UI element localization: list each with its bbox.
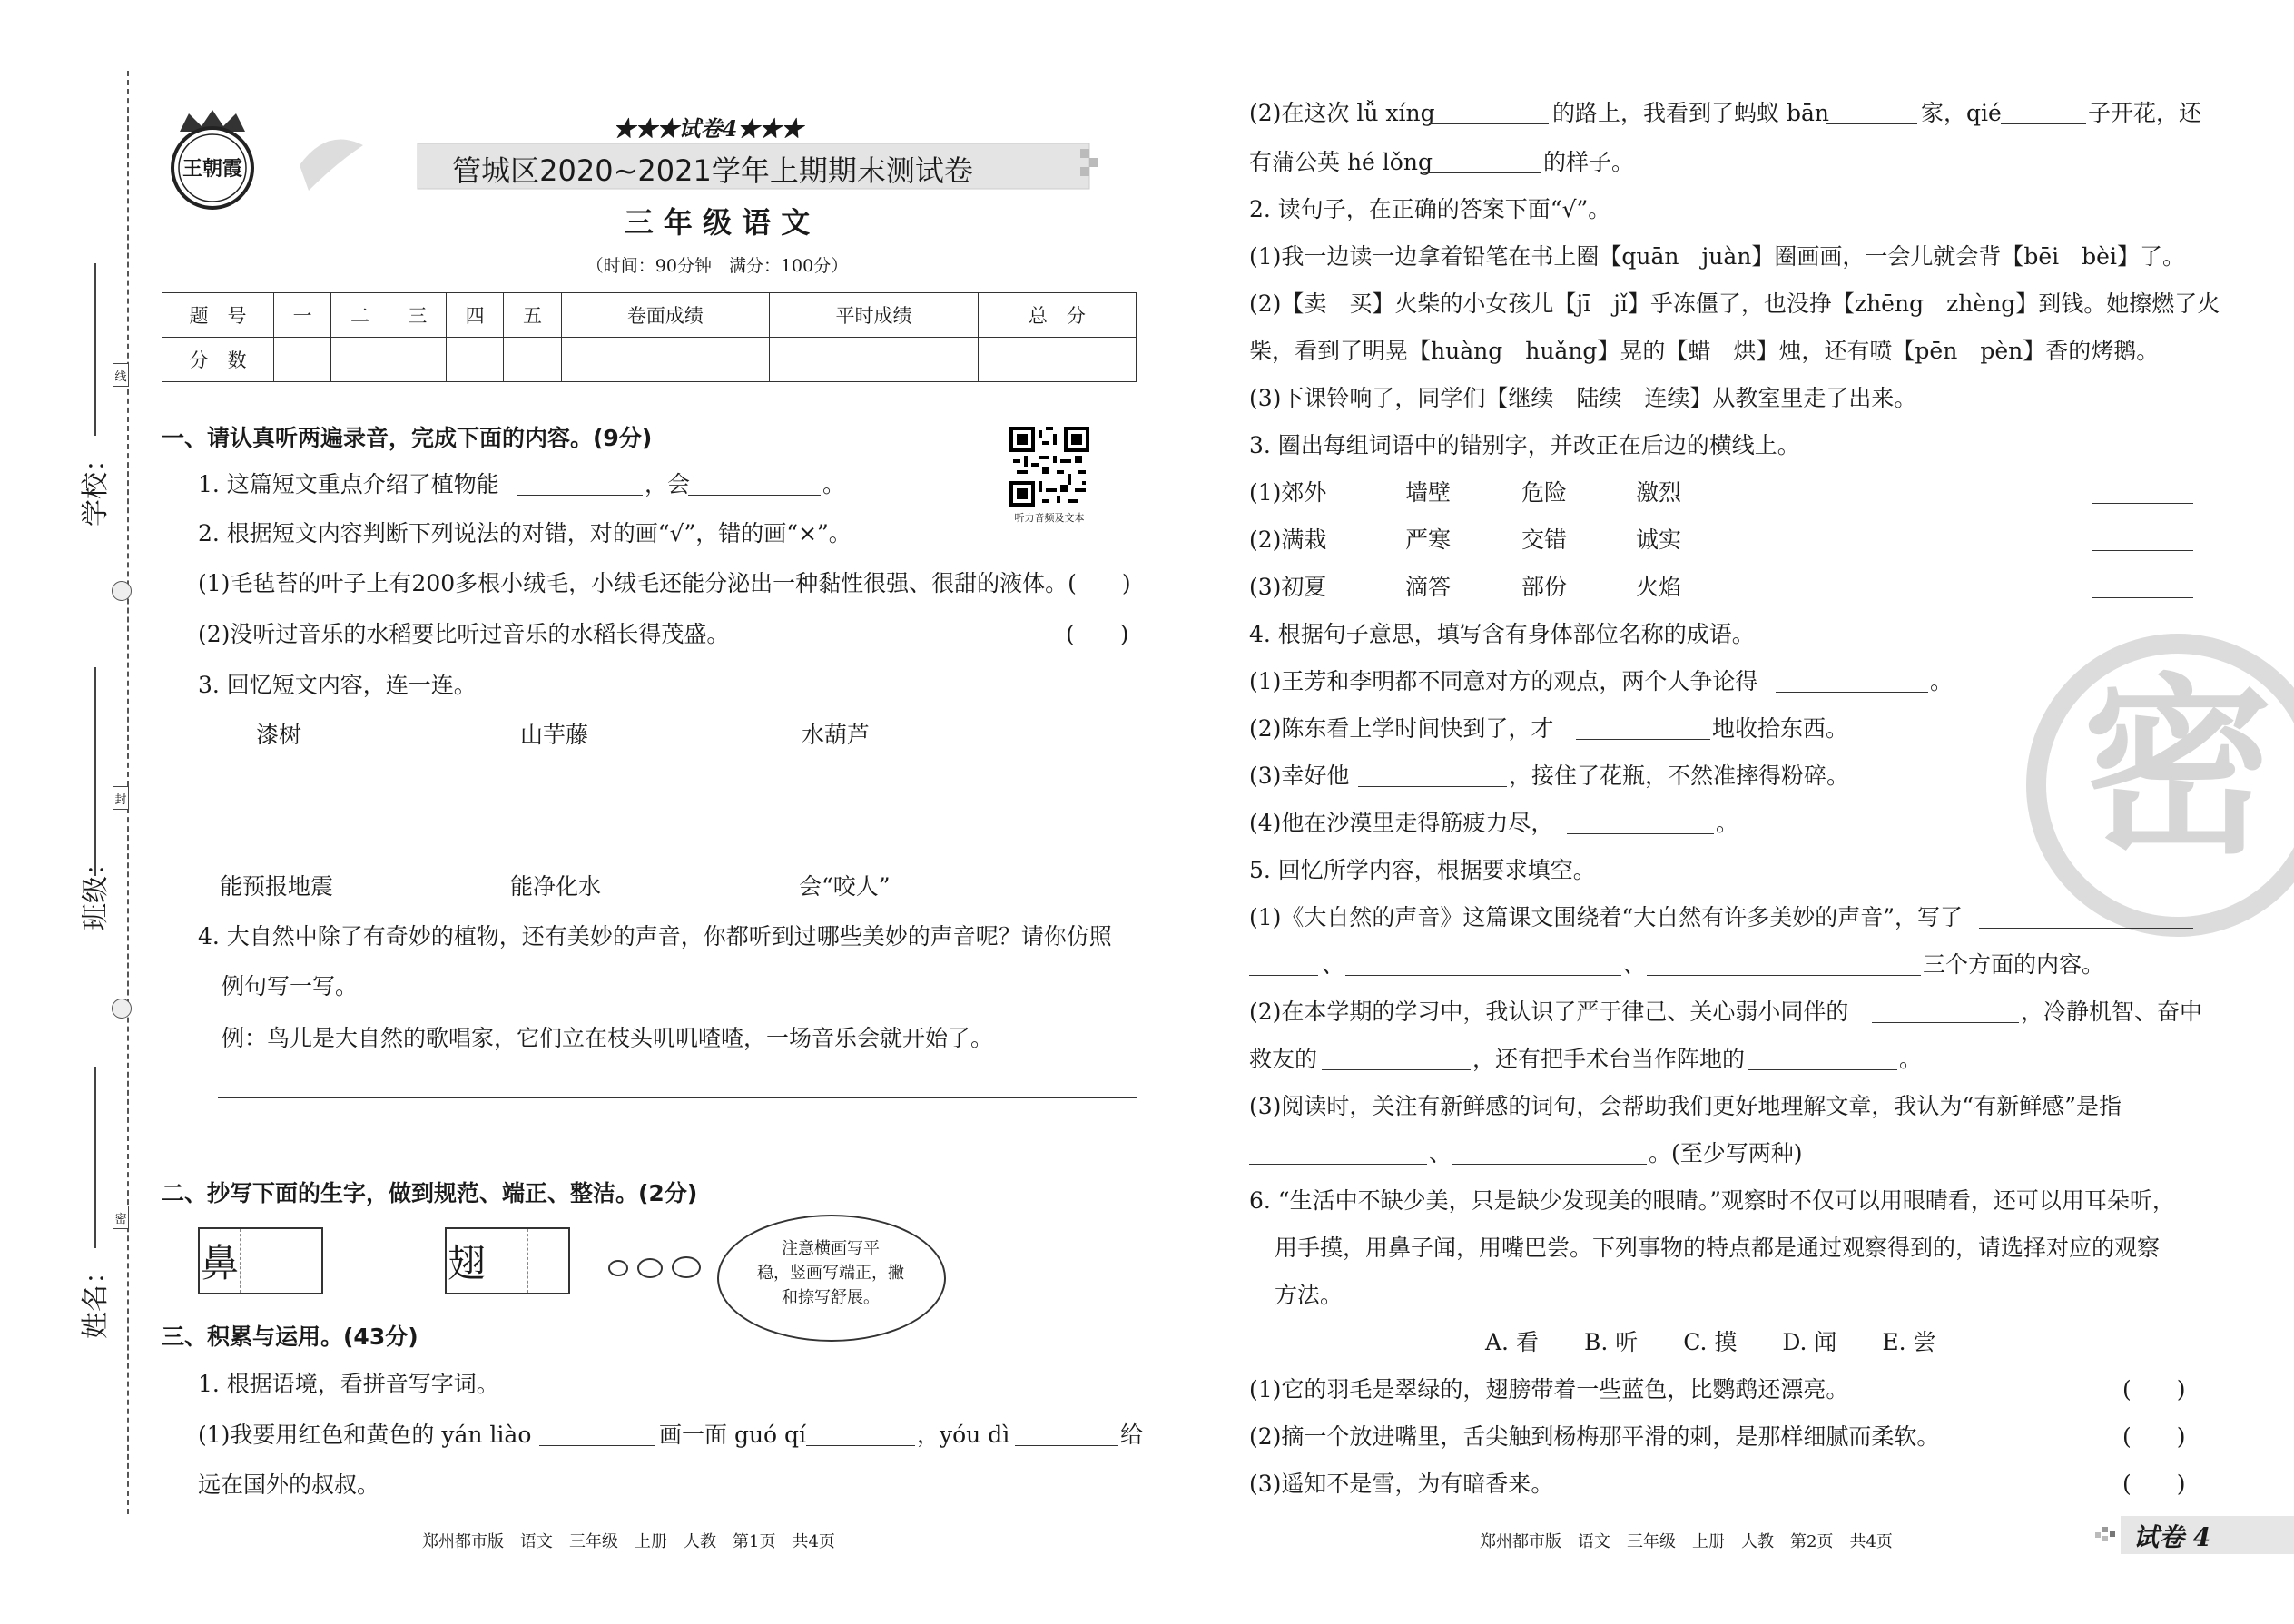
- section2-title: 二、抄写下面的生字，做到规范、端正、整洁。(2分): [162, 1180, 698, 1206]
- match-ability-2[interactable]: 能净化水: [510, 873, 602, 900]
- answer-line[interactable]: [1826, 123, 1917, 124]
- score-cell[interactable]: [446, 338, 503, 382]
- r-q5-1a: (1)《大自然的声音》这篇课文围绕着“大自然有许多美妙的声音”，写了: [1249, 904, 1963, 930]
- period: 。: [1899, 1046, 1923, 1072]
- qr-caption: 听力音频及文本: [1014, 512, 1085, 524]
- answer-line[interactable]: [688, 495, 821, 496]
- s1-q3-text: 3. 回忆短文内容，连一连。: [198, 672, 477, 698]
- answer-line[interactable]: [1345, 975, 1621, 976]
- r-q3-text: 3. 圈出每组词语中的错别字，并改正在后边的横线上。: [1249, 432, 1800, 458]
- score-cell[interactable]: [389, 338, 446, 382]
- score-cell[interactable]: [978, 338, 1136, 382]
- thought-dot-3: [672, 1256, 701, 1278]
- word-item[interactable]: 危险: [1521, 479, 1568, 506]
- r-q4-2b: 地收拾东西。: [1712, 715, 1849, 742]
- answer-line[interactable]: [1647, 975, 1921, 976]
- class-line: [94, 667, 96, 876]
- r-q5-3c: 。(至少写两种): [1649, 1140, 1803, 1166]
- score-cell[interactable]: [561, 338, 770, 382]
- answer-line[interactable]: [2092, 503, 2193, 504]
- answer-line[interactable]: [539, 1445, 655, 1446]
- r-q6-b: 用手摸，用鼻子闻，用嘴巴尝。下列事物的特点都是通过观察得到的，请选择对应的观察: [1275, 1235, 2161, 1261]
- answer-line[interactable]: [1358, 786, 1507, 787]
- school-line: [94, 263, 96, 436]
- score-col-4: 四: [446, 293, 503, 338]
- binding-mark-xian: 线: [113, 363, 129, 387]
- score-col-neatness: 卷面成绩: [561, 293, 770, 338]
- answer-line[interactable]: [1429, 123, 1549, 124]
- answer-line[interactable]: [1776, 692, 1928, 693]
- period: 。: [1930, 668, 1954, 694]
- score-col-5: 五: [504, 293, 561, 338]
- publisher-logo: [162, 104, 263, 213]
- tip-line-2: 稳，竖画写端正，撇: [757, 1264, 904, 1283]
- comma: 、: [1322, 951, 1345, 978]
- practice-cell[interactable]: [528, 1229, 568, 1293]
- r-q6-a: 6. “生活中不缺少美，只是缺少发现美的眼睛。”观察时不仅可以用眼睛看，还可以用耳朵听，: [1249, 1187, 2175, 1214]
- r-q1-2b: 的路上，我看到了蚂蚁 bān: [1552, 100, 1829, 126]
- model-char-2: 翅: [447, 1229, 487, 1293]
- match-ability-1[interactable]: 能预报地震: [220, 873, 334, 900]
- answer-paren[interactable]: ( ): [2122, 1423, 2186, 1450]
- match-plant-2[interactable]: 山芋藤: [520, 722, 589, 748]
- r-q5-3a: (3)阅读时，关注有新鲜感的词句，会帮助我们更好地理解文章，我认为“有新鲜感”是指: [1249, 1093, 2122, 1119]
- r-q4-3b: ，接住了花瓶，不然准摔得粉碎。: [1509, 763, 1850, 789]
- answer-line[interactable]: [1249, 975, 1318, 976]
- tip-line-3: 和捺写舒展。: [782, 1288, 880, 1307]
- secret-watermark-char: 密: [2082, 657, 2273, 880]
- exam-subtitle: 三 年 级 语 文: [624, 205, 811, 240]
- period: 。: [1716, 810, 1739, 836]
- copy-grid-1[interactable]: [198, 1227, 323, 1294]
- r-q5-text: 5. 回忆所学内容，根据要求填空。: [1249, 857, 1596, 883]
- word-item[interactable]: 严寒: [1405, 527, 1452, 553]
- r-q6-3: (3)遥知不是雪，为有暗香来。: [1249, 1471, 1554, 1497]
- answer-line[interactable]: [1423, 172, 1541, 173]
- school-label: 学校：: [80, 445, 112, 527]
- s1-q2-1-text: (1)毛毡苔的叶子上有200多根小绒毛，小绒毛还能分泌出一种黏性很强、很甜的液体。( ): [198, 570, 1131, 596]
- answer-line[interactable]: [1567, 833, 1714, 834]
- match-ability-3[interactable]: 会“咬人”: [799, 873, 891, 900]
- r-q5-2a: (2)在本学期的学习中，我认识了严于律己、关心弱小同伴的: [1249, 999, 1849, 1025]
- s3-q1-1c: ，yóu dì: [917, 1422, 1010, 1448]
- practice-cell[interactable]: [487, 1229, 528, 1293]
- binding-hole-1: [112, 581, 132, 601]
- word-item[interactable]: (1)郊外: [1249, 479, 1327, 506]
- r-q5-1d: 三个方面的内容。: [1923, 951, 2105, 978]
- tip-bubble-text: [737, 1236, 924, 1310]
- s3-q1-1e: 远在国外的叔叔。: [198, 1471, 380, 1498]
- match-plant-3[interactable]: 水葫芦: [802, 722, 871, 748]
- writing-line-1[interactable]: [218, 1097, 1137, 1098]
- r-q1-2f: 的样子。: [1543, 149, 1635, 175]
- practice-cell[interactable]: [241, 1229, 281, 1293]
- thought-dot-2: [637, 1258, 663, 1278]
- score-cell[interactable]: [274, 338, 331, 382]
- s1-q2-2-text: (2)没听过音乐的水稻要比听过音乐的水稻长得茂盛。: [198, 621, 730, 647]
- s3-q1-1d: 给: [1120, 1422, 1144, 1448]
- word-item[interactable]: 墙壁: [1405, 479, 1452, 506]
- r-q1-2a: (2)在这次 lǚ xíng: [1249, 100, 1435, 126]
- answer-line[interactable]: [1452, 1164, 1647, 1165]
- footer-left: 郑州都市版 语文 三年级 上册 人教 第1页 共4页: [422, 1532, 835, 1551]
- s1-q1-text: 1. 这篇短文重点介绍了植物能: [198, 471, 499, 497]
- s1-q4-text-b: 例句写一写。: [222, 973, 359, 999]
- answer-line[interactable]: [1872, 1022, 2019, 1023]
- class-label: 班级：: [80, 849, 112, 930]
- word-item[interactable]: 交错: [1521, 527, 1568, 553]
- word-item[interactable]: 滴答: [1405, 574, 1452, 600]
- r-q2-2a: (2)【卖 买】火柴的小女孩儿【jī jǐ】乎冻僵了，也没挣【zhēng zhèng】到钱。她擦燃了火: [1249, 290, 2220, 317]
- footer-right: 郑州都市版 语文 三年级 上册 人教 第2页 共4页: [1480, 1532, 1893, 1551]
- name-line: [94, 1067, 96, 1248]
- binding-mark-mi: 密: [113, 1206, 129, 1229]
- r-q4-2a: (2)陈东看上学时间快到了，才: [1249, 715, 1554, 742]
- answer-paren[interactable]: ( ): [2122, 1471, 2186, 1497]
- answer-line[interactable]: [1249, 1164, 1427, 1165]
- score-header-row: [162, 293, 1137, 338]
- answer-line[interactable]: [2001, 123, 2086, 124]
- answer-paren[interactable]: ( ): [1066, 621, 1129, 647]
- r-q5-2c: 救友的: [1249, 1046, 1318, 1072]
- r-q5-2b: ，冷静机智、奋中: [2021, 999, 2203, 1025]
- binding-hole-2: [112, 999, 132, 1019]
- s1-q1-mid: ，会: [645, 471, 691, 497]
- score-col-total: 总 分: [978, 293, 1136, 338]
- s3-q1-text: 1. 根据语境，看拼音写字词。: [198, 1371, 499, 1397]
- word-item[interactable]: 诚实: [1636, 527, 1682, 553]
- score-value-row: [162, 338, 1137, 382]
- section3-title: 三、积累与运用。(43分): [162, 1324, 418, 1350]
- comma: 、: [1623, 951, 1647, 978]
- r-q2-3: (3)下课铃响了，同学们【继续 陆续 连续】从教室里走了出来。: [1249, 385, 1917, 411]
- r-q6-c: 方法。: [1275, 1282, 1344, 1308]
- r-q6-options: A. 看 B. 听 C. 摸 D. 闻 E. 尝: [1485, 1329, 1936, 1355]
- answer-line[interactable]: [1979, 928, 2193, 929]
- series-label: ★★★试卷4★★★: [613, 115, 803, 142]
- answer-line[interactable]: [2092, 597, 2193, 598]
- r-q2-1: (1)我一边读一边拿着铅笔在书上圈【quān juàn】圈画画，一会儿就会背【bēi bèi】了。: [1249, 243, 2185, 270]
- s1-q2-text: 2. 根据短文内容判断下列说法的对错，对的画“√”，错的画“×”。: [198, 520, 852, 546]
- score-cell[interactable]: [770, 338, 979, 382]
- r-q4-1: (1)王芳和李明都不同意对方的观点，两个人争论得: [1249, 668, 1758, 694]
- answer-line[interactable]: [2092, 550, 2193, 551]
- s1-q1-end: 。: [822, 471, 846, 497]
- binding-mark-feng: 封: [113, 786, 129, 810]
- footer-deco: [2095, 1527, 2117, 1543]
- practice-cell[interactable]: [281, 1229, 321, 1293]
- r-q4-3a: (3)幸好他: [1249, 763, 1350, 789]
- answer-line[interactable]: [1015, 1445, 1118, 1446]
- copy-grid-2[interactable]: [445, 1227, 570, 1294]
- word-item[interactable]: 激烈: [1636, 479, 1682, 506]
- score-col-usual: 平时成绩: [770, 293, 979, 338]
- time-info: （时间：90分钟 满分：100分）: [586, 256, 849, 276]
- logo-text: 王朝霞: [182, 157, 242, 181]
- answer-paren[interactable]: ( ): [2122, 1376, 2186, 1403]
- answer-line[interactable]: [1748, 1069, 1897, 1070]
- r-q4-4: (4)他在沙漠里走得筋疲力尽，: [1249, 810, 1554, 836]
- tip-line-1: 注意横画写平: [782, 1239, 880, 1258]
- r-q6-2: (2)摘一个放进嘴里，舌尖触到杨梅那平滑的刺，是那样细腻而柔软。: [1249, 1423, 1940, 1450]
- answer-line[interactable]: [517, 495, 643, 496]
- thought-dot-1: [608, 1260, 628, 1276]
- r-q1-2d: 子开花，还: [2088, 100, 2202, 126]
- word-item[interactable]: 部份: [1521, 574, 1568, 600]
- s1-q4-text-a: 4. 大自然中除了有奇妙的植物，还有美妙的声音，你都听到过哪些美妙的声音呢？请你仿照: [198, 923, 1112, 950]
- score-col-1: 一: [274, 293, 331, 338]
- model-char-1: 鼻: [200, 1229, 241, 1293]
- s3-q1-1a: (1)我要用红色和黄色的 yán liào: [198, 1422, 532, 1448]
- score-cell[interactable]: [331, 338, 389, 382]
- score-row-label: 分 数: [162, 338, 274, 382]
- name-label: 姓名：: [80, 1257, 112, 1339]
- score-cell[interactable]: [504, 338, 561, 382]
- word-item[interactable]: (3)初夏: [1249, 574, 1327, 600]
- word-item[interactable]: 火焰: [1636, 574, 1682, 600]
- s1-q4-example: 例：鸟儿是大自然的歌唱家，它们立在枝头叽叽喳喳，一场音乐会就开始了。: [222, 1025, 994, 1051]
- score-col-3: 三: [389, 293, 446, 338]
- score-col-label: 题 号: [162, 293, 274, 338]
- score-table: [162, 292, 1137, 382]
- r-q2-text: 2. 读句子，在正确的答案下面“√”。: [1249, 196, 1611, 222]
- comma: 、: [1429, 1140, 1452, 1166]
- word-item[interactable]: (2)满栽: [1249, 527, 1327, 553]
- exam-title: 管城区2020~2021学年上期期末测试卷: [452, 153, 973, 188]
- r-q1-2e: 有蒲公英 hé lǒng: [1249, 149, 1433, 175]
- qr-code[interactable]: [1009, 427, 1089, 507]
- r-q6-1: (1)它的羽毛是翠绿的，翅膀带着一些蓝色，比鹦鹉还漂亮。: [1249, 1376, 1849, 1403]
- section1-title: 一、请认真听两遍录音，完成下面的内容。(9分): [162, 425, 653, 451]
- answer-line[interactable]: [1322, 1069, 1471, 1070]
- r-q4-text: 4. 根据句子意思，填写含有身体部位名称的成语。: [1249, 621, 1755, 647]
- r-q1-2c: 家，qié: [1921, 100, 2002, 126]
- r-q5-2d: ，还有把手术台当作阵地的: [1472, 1046, 1746, 1072]
- footer-tag: 试卷 4: [2133, 1522, 2211, 1552]
- match-plant-1[interactable]: 漆树: [256, 722, 302, 748]
- r-q2-2b: 柴，看到了明晃【huàng huǎng】晃的【蜡 烘】烛，还有喷【pēn pèn】香的烤鹅。: [1249, 338, 2160, 364]
- answer-line[interactable]: [1576, 739, 1710, 740]
- s3-q1-1b: 画一面 guó qí: [659, 1422, 807, 1448]
- answer-line[interactable]: [806, 1445, 915, 1446]
- score-col-2: 二: [331, 293, 389, 338]
